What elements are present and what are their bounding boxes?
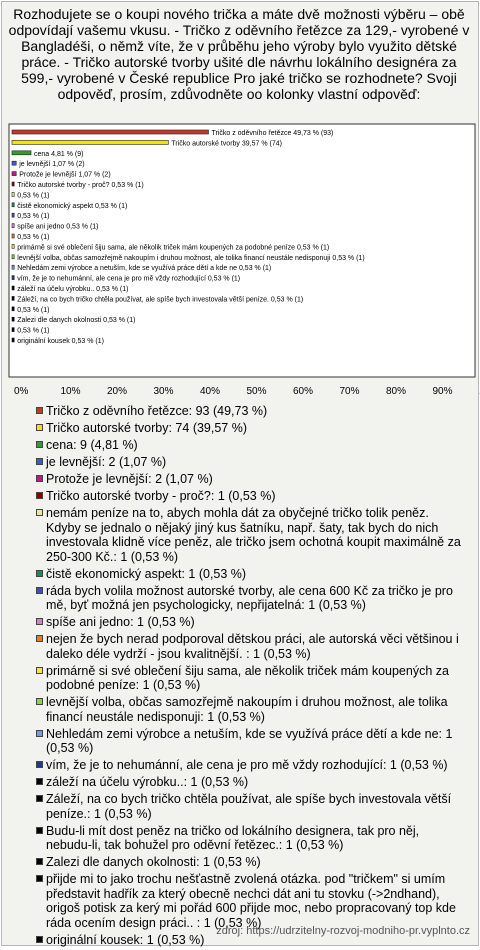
legend-swatch xyxy=(36,587,43,594)
bar-label: čistě ekonomický aspekt 0,53 % (1) xyxy=(17,202,128,210)
legend-item xyxy=(36,792,466,821)
bar-label: 0,53 % (1) xyxy=(17,192,50,200)
legend-label: ráda bych volila možnost autorské tvorby, ale cena 600 Kč za tričko je pro mě, byť možná jen psychologicky, nepřijatelná: 1 (0,53 %) xyxy=(46,583,453,612)
bar xyxy=(12,172,16,176)
legend-label: Tričko z oděvního řetězce: 93 (49,73 %) xyxy=(46,404,268,418)
bar-label: 0,53 % (1) xyxy=(17,213,50,221)
bar-label: Tričko z oděvního řetězce 49,73 % (93) xyxy=(211,130,334,137)
legend-label: Tričko autorské tvorby - proč?: 1 (0,53 %) xyxy=(46,489,276,503)
bar-label: spíše ani jedno 0,53 % (1) xyxy=(17,223,99,231)
chart-title: Rozhodujete se o koupi nového trička a máte dvě možnosti výběru – obě odpovídají vašemu vkusu. - Tričko z oděvního řetězce za 129,- vyrobené v Bangladéši, o němž víte, že v průběhu jeho výroby bylo využito dětské práce. - Tričko autorské tvorby ušité dle návrhu lokálního designéra za 599,- vyrobené v České republice Pro jaké tričko se rozhodnete? Svoji odpověď, prosím, zdůvodněte oo kolonky vlastní odpověď: xyxy=(8,6,470,102)
legend-item xyxy=(36,855,466,870)
bar xyxy=(12,161,16,165)
legend-swatch xyxy=(36,936,43,943)
legend-swatch xyxy=(36,618,43,625)
bar-label: Zalezi dle danych okolnosti 0,53 % (1) xyxy=(17,317,136,325)
x-tick-label: 50% xyxy=(246,386,267,397)
legend xyxy=(36,404,466,950)
legend-label: Nehledám zemi výrobce a netuším, kde se využívá práce dětí a kde ne: 1 (0,53 %) xyxy=(46,726,453,755)
bar xyxy=(12,286,14,290)
bar-chart xyxy=(0,0,480,400)
legend-item xyxy=(36,632,466,661)
bar xyxy=(12,182,14,186)
legend-swatch xyxy=(36,698,43,705)
bar xyxy=(12,140,168,144)
legend-item xyxy=(36,455,466,470)
bar-label: primárně si své oblečení šiju sama, ale několik triček mám koupených za podobné peníze 0,53 % (1) xyxy=(17,244,330,252)
x-tick-label: 40% xyxy=(200,386,221,397)
bar-label: záleží na účelu výrobku.. 0,53 % (1) xyxy=(17,286,129,293)
bar-label: Záleží, na co bych tričko chtěla používat, ale spíše bych investovala větší peníze. 0,53 % (1) xyxy=(17,296,304,304)
legend-swatch xyxy=(36,635,43,642)
bar-label: vím, že je to nehumánní, ale cena je pro mě vždy rozhodující 0,53 % (1) xyxy=(17,275,241,283)
legend-item xyxy=(36,567,466,582)
bar-label: 0,53 % (1) xyxy=(17,306,50,314)
x-tick-label: 60% xyxy=(293,386,314,397)
legend-item xyxy=(36,758,466,773)
x-tick-label: 10% xyxy=(60,386,81,397)
legend-item xyxy=(36,421,466,436)
bar-label: 0,53 % (1) xyxy=(17,327,50,335)
legend-swatch xyxy=(36,458,43,465)
legend-swatch xyxy=(36,475,43,482)
legend-label: přijde mi to jako trochu nešťastně zvolená otázka. pod "tričkem" si umím představit hadřík za který obecně nechci dát ani tu stovku (->2ndhand), origoš potisk za kerý mi pořád 600 přijde moc, nebo propracovaný top kde ráda ocením design práci.. : 1 (0,53 %) xyxy=(46,872,456,930)
x-tick-label: 80% xyxy=(386,386,407,397)
legend-label: čistě ekonomický aspekt: 1 (0,53 %) xyxy=(46,566,247,581)
legend-label: vím, že je to nehumánní, ale cena je pro mě vždy rozhodující: 1 (0,53 %) xyxy=(46,758,448,772)
legend-label: Záleží, na co bych tričko chtěla používat, ale spíše bych investovala větší peníze.: 1 (0,53 %) xyxy=(46,792,452,821)
bar xyxy=(12,296,14,300)
bar xyxy=(12,255,14,259)
legend-item xyxy=(36,824,466,853)
bar-label: levnější volba, občas samozřejmě nakoupím i druhou možnost, ale tolika financí neustále nedisponuji 0,53 % (1) xyxy=(17,254,365,262)
legend-item xyxy=(36,727,466,756)
legend-item xyxy=(36,695,466,724)
legend-item xyxy=(36,489,466,504)
legend-label: Protože je levnější: 2 (1,07 %) xyxy=(46,472,213,486)
legend-swatch xyxy=(36,441,43,448)
x-tick-label: 70% xyxy=(339,386,360,397)
bar-label: Nehledám zemi výrobce a netuším, kde se využívá práce dětí a kde ne 0,53 % (1) xyxy=(17,265,272,273)
legend-label: levnější volba, občas samozřejmě nakoupím i druhou možnost, ale tolika financí neustále nedisponuji: 1 (0,53 %) xyxy=(46,695,448,724)
legend-swatch xyxy=(36,827,43,834)
legend-item xyxy=(36,615,466,630)
source-note: zdroj: https://udrzitelny-rozvoj-modniho-pr.vyplnto.cz xyxy=(216,925,470,937)
bar-label: Tričko autorské tvorby 39,57 % (74) xyxy=(171,140,282,148)
bar-label: Tričko autorské tvorby - proč? 0,53 % (1) xyxy=(17,182,144,189)
legend-label: Tričko autorské tvorby: 74 (39,57 %) xyxy=(46,421,248,435)
x-tick-label: 20% xyxy=(107,386,128,397)
legend-item xyxy=(36,472,466,487)
bar-label: Protože je levnější 1,07 % (2) xyxy=(19,171,111,179)
bar xyxy=(12,338,14,342)
bar xyxy=(12,203,14,207)
bar-label: je levnější 1,07 % (2) xyxy=(19,161,85,169)
bar xyxy=(12,151,31,155)
legend-label: Zalezi dle danych okolnosti: 1 (0,53 %) xyxy=(46,855,261,869)
bar xyxy=(12,276,14,280)
legend-swatch xyxy=(36,778,43,785)
legend-item xyxy=(36,664,466,693)
legend-swatch xyxy=(36,492,43,499)
legend-item xyxy=(36,584,466,613)
legend-label: primárně si své oblečení šiju sama, ale několik triček mám koupených za podobné peníze: 1 (0,53 %) xyxy=(46,663,449,692)
legend-item xyxy=(36,506,466,564)
bar xyxy=(12,307,14,311)
bar-label: originální kousek 0,53 % (1) xyxy=(17,338,104,345)
legend-swatch xyxy=(36,667,43,674)
legend-swatch xyxy=(36,761,43,768)
legend-label: nejen že bych nerad podporoval dětskou práci, ale autorská věci většinou i daleko déle vydrží - jsou kvalitnější. : 1 (0,53 %) xyxy=(46,632,459,661)
legend-label: záleží na účelu výrobku..: 1 (0,53 %) xyxy=(46,775,249,789)
legend-swatch xyxy=(36,795,43,802)
x-tick-label: 0% xyxy=(14,386,29,397)
legend-label: spíše ani jedno: 1 (0,53 %) xyxy=(46,615,195,629)
legend-item xyxy=(36,775,466,790)
bar xyxy=(12,234,14,238)
legend-swatch xyxy=(36,407,43,414)
bar-label: cena 4,81 % (9) xyxy=(34,150,84,158)
bar xyxy=(12,328,14,332)
bar-label: 0,53 % (1) xyxy=(17,234,50,241)
legend-item xyxy=(36,404,466,419)
legend-label: je levnější: 2 (1,07 %) xyxy=(46,455,167,469)
bar xyxy=(12,265,14,269)
bar xyxy=(12,192,14,196)
legend-swatch xyxy=(36,730,43,737)
legend-item xyxy=(36,438,466,453)
legend-label: originální kousek: 1 (0,53 %) xyxy=(46,932,205,947)
legend-swatch xyxy=(36,509,43,516)
legend-swatch xyxy=(36,858,43,865)
legend-label: Budu-li mít dost peněz na tričko od lokálního designera, tak pro něj, nebudu-li, tak bohužel pro oděvní řetězec.: 1 (0,53 %) xyxy=(46,823,420,852)
x-tick-label: 30% xyxy=(153,386,174,397)
legend-item xyxy=(36,872,466,930)
legend-swatch xyxy=(36,875,43,882)
bar xyxy=(12,317,14,321)
x-tick-label: 90% xyxy=(432,386,453,397)
bar xyxy=(12,224,14,228)
bar xyxy=(12,244,14,248)
bar xyxy=(12,130,208,134)
legend-label: cena: 9 (4,81 %) xyxy=(46,438,138,452)
legend-label: nemám peníze na to, abych mohla dát za obyčejné tričko tolik peněz. Kdyby se jednalo o nějaký jiný kus šatníku, např. šaty, tak bych do nich investovala klidně více peněz, ale tričko jsem ochotná koupit maximálně za 250-300 Kč.: 1 (0,53 %) xyxy=(46,506,461,564)
legend-swatch xyxy=(36,570,43,577)
bar xyxy=(12,213,14,217)
legend-swatch xyxy=(36,424,43,431)
